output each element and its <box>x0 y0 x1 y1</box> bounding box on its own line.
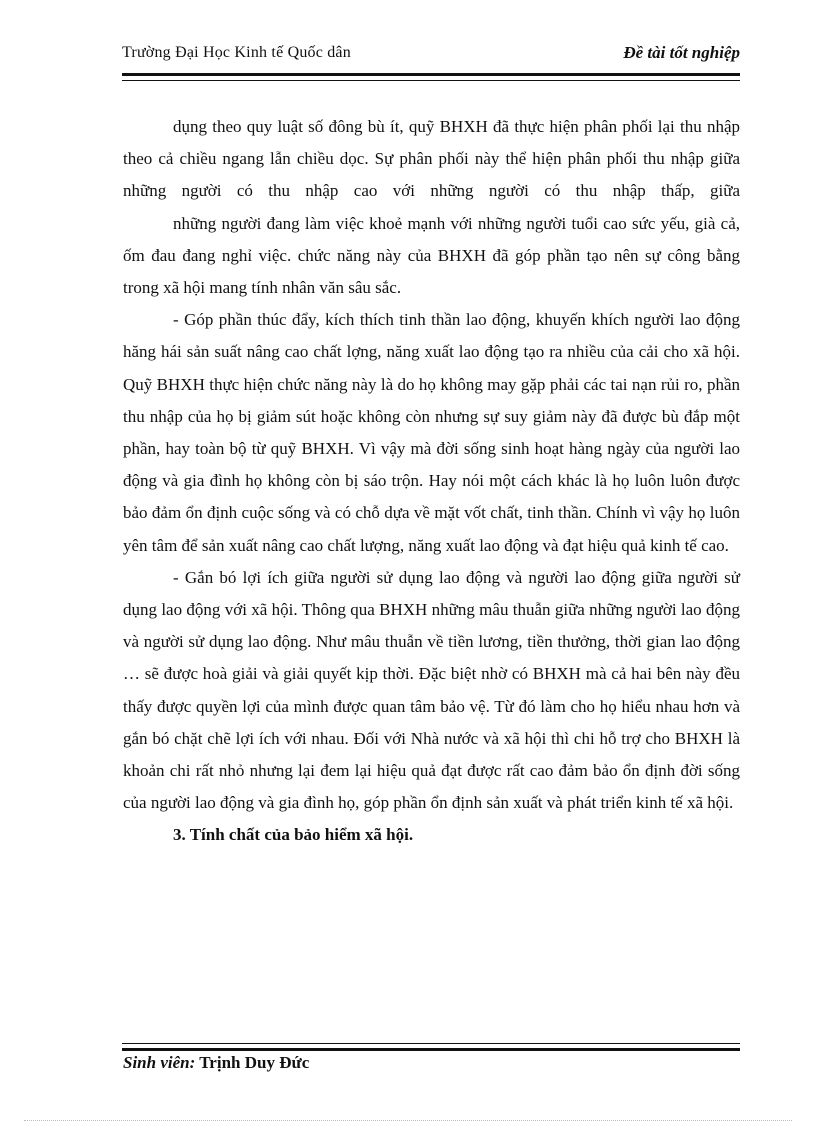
thesis-label: Đề tài tốt nghiệp <box>623 43 740 62</box>
page-edge-divider <box>24 1120 792 1121</box>
page-header <box>122 44 740 68</box>
section-heading: 3. Tính chất của bảo hiểm xã hội. <box>173 825 414 845</box>
header-rule <box>122 73 740 81</box>
paragraph-text: dụng theo quy luật số đông bù ít, quỹ BHXH đã thực hiện phân phối lại thu nhập theo cả chiều ngang lẫn chiều dọc. Sự phân phối này thể hiện phân phối thu nhập giữa những người có thu nhập cao với những người có thu nhập thấp, <box>123 117 740 201</box>
student-label: Sinh viên: <box>123 1053 196 1072</box>
university-name: Trường Đại Học Kinh tế Quốc dân <box>122 44 351 61</box>
paragraph-1-start <box>123 111 740 208</box>
student-name: Trịnh Duy Đức <box>199 1053 310 1072</box>
document-body <box>123 111 740 852</box>
paragraph-2: - Góp phần thúc đẩy, kích thích tinh thần lao động, khuyến khích người lao động hăng hái sản suất nâng cao chất lợng, năng xuất lao động tạo ra nhiều của cải cho xã hội. Quỹ BHXH thực hiện chức năng này là do họ không may gặp phải các tai nạn rủi ro, phần thu nhập của họ bị giảm sút hoặc không còn nhưng sự suy giảm này đã được bù đắp một phần, hay toàn bộ từ quỹ BHXH. Vì vậy mà đời sống sinh hoạt hàng ngày của người lao động và gia đình họ không còn bị sáo trộn. Hay nói một cách khác là họ luôn luôn được bảo đảm ổn định cuộc sống và có chỗ dựa về mặt vốt chất, tinh thần. Chính vì vậy họ luôn yên tâm để sản xuất nâng cao chất lượng, năng xuất lao động và đạt hiệu quả kinh tế cao. <box>123 310 740 555</box>
paragraph-split-word: giữa <box>710 181 741 201</box>
paragraph-3: - Gắn bó lợi ích giữa người sử dụng lao động và người lao động giữa người sử dụng lao động với xã hội. Thông qua BHXH những mâu thuẫn giữa những người lao động và người sử dụng lao động. Như mâu thuẫn về tiền lương, tiền thưởng, thời gian lao động … sẽ được hoà giải và giải quyết kịp thời. Đặc biệt nhờ có BHXH mà cả hai bên này đều thấy được quyền lợi của mình được quan tâm bảo vệ. Từ đó làm cho họ hiểu nhau hơn và gắn bó chặt chẽ lợi ích với nhau. Đối với Nhà nước và xã hội thì chi hỗ trợ cho BHXH là khoản chi rất nhỏ nhưng lại đem lại hiệu quả đạt được rất cao đảm bảo ổn định đời sống của người lao động và gia đình họ, góp phần ổn định sản xuất và phát triển kinh tế xã hội. <box>123 567 740 813</box>
page-footer <box>123 1053 309 1073</box>
paragraph-1-continued: những người đang làm việc khoẻ mạnh với những người tuổi cao sức yếu, già cả, ốm đau đang nghỉ việc. chức năng này của BHXH đã góp phần tạo nên sự công bằng trong xã hội mang tính nhân văn sâu sắc. <box>123 213 740 298</box>
footer-rule <box>122 1043 740 1051</box>
